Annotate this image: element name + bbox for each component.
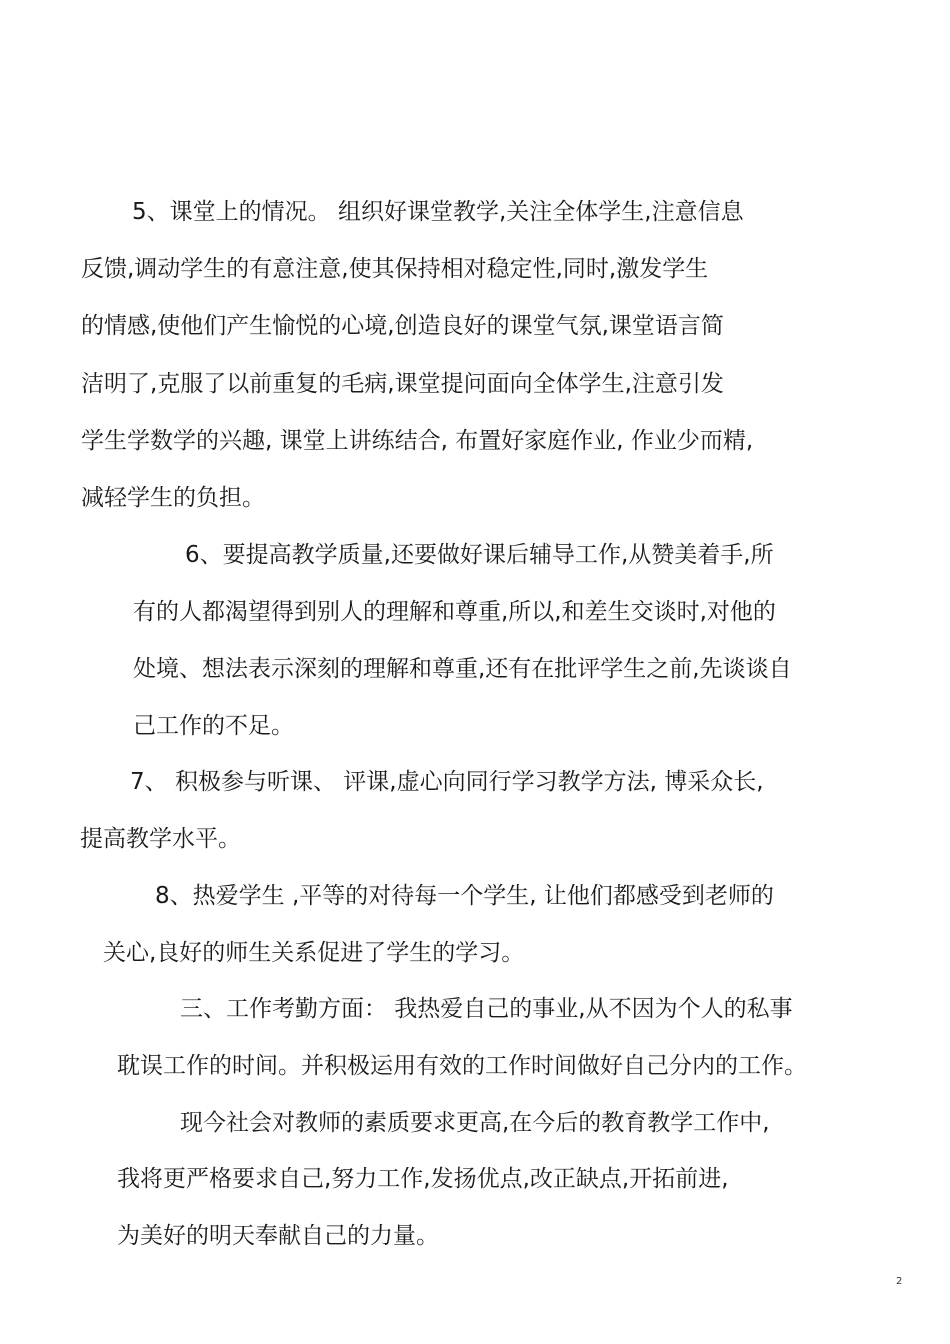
text-line-item5-3: 的情感,使他们产生愉悦的心境,创造良好的课堂气氛,课堂语言简 <box>81 313 724 339</box>
text-line-item7-1: 7、 积极参与听课、 评课,虚心向同行学习教学方法, 博采众长, <box>130 769 764 795</box>
text-line-item6-4: 己工作的不足。 <box>133 713 294 739</box>
text-line-section3-2: 耽误工作的时间。并积极运用有效的工作时间做好自己分内的工作。 <box>117 1053 807 1079</box>
text-line-closing-3: 为美好的明天奉献自己的力量。 <box>117 1223 439 1249</box>
text-line-item5-1: 5、课堂上的情况。 组织好课堂教学,关注全体学生,注意信息 <box>132 199 744 225</box>
page-number: 2 <box>896 1276 903 1287</box>
text-line-item6-3: 处境、想法表示深刻的理解和尊重,还有在批评学生之前,先谈谈自 <box>133 656 792 682</box>
text-line-item5-4: 洁明了,克服了以前重复的毛病,课堂提问面向全体学生,注意引发 <box>81 371 724 397</box>
text-line-item5-5: 学生学数学的兴趣, 课堂上讲练结合, 布置好家庭作业, 作业少而精, <box>81 428 754 454</box>
text-line-item8-2: 关心,良好的师生关系促进了学生的学习。 <box>103 940 525 966</box>
text-line-item8-1: 8、热爱学生 ,平等的对待每一个学生, 让他们都感受到老师的 <box>155 883 774 909</box>
text-line-item6-1: 6、要提高教学质量,还要做好课后辅导工作,从赞美着手,所 <box>185 542 774 568</box>
text-line-item7-2: 提高教学水平。 <box>80 826 241 852</box>
text-line-closing-1: 现今社会对教师的素质要求更高,在今后的教育教学工作中, <box>180 1110 770 1136</box>
text-line-section3-1: 三、工作考勤方面： 我热爱自己的事业,从不因为个人的私事 <box>180 996 793 1022</box>
text-line-item5-2: 反馈,调动学生的有意注意,使其保持相对稳定性,同时,激发学生 <box>81 256 709 282</box>
text-line-item5-6: 减轻学生的负担。 <box>81 485 265 511</box>
text-line-item6-2: 有的人都渴望得到别人的理解和尊重,所以,和差生交谈时,对他的 <box>133 599 776 625</box>
text-line-closing-2: 我将更严格要求自己,努力工作,发扬优点,改正缺点,开拓前进, <box>117 1166 729 1192</box>
